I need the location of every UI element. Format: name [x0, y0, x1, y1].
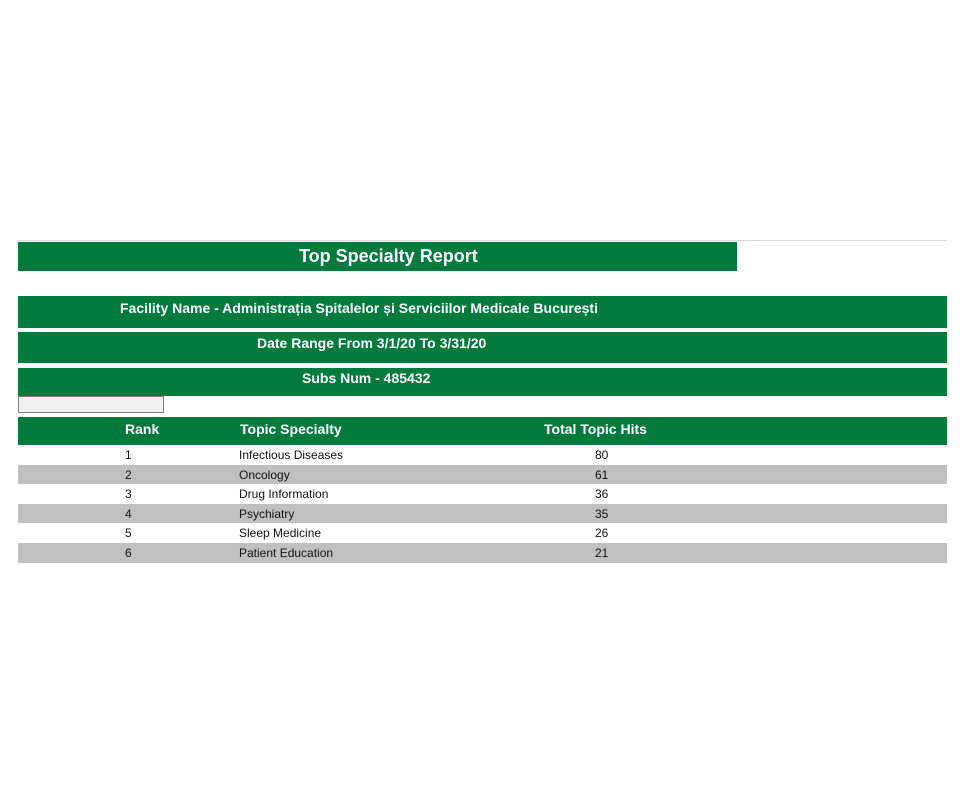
- header-rank: Rank: [125, 421, 160, 437]
- table-row: [18, 484, 947, 504]
- facility-bar: [18, 296, 947, 328]
- cell-hits: 26: [595, 526, 609, 541]
- cell-rank: 6: [125, 545, 132, 560]
- header-topic-specialty: Topic Specialty: [240, 421, 342, 437]
- subs-num: Subs Num - 485432: [302, 370, 431, 386]
- cell-hits: 35: [595, 506, 609, 521]
- date-range-bar: [18, 332, 947, 363]
- cell-rank: 2: [125, 467, 132, 482]
- table-body: [18, 445, 947, 563]
- subs-num-bar: [18, 368, 947, 396]
- report-title: Top Specialty Report: [299, 246, 478, 266]
- cell-topic: Drug Information: [239, 487, 329, 502]
- cell-topic: Oncology: [239, 467, 290, 482]
- cell-topic: Infectious Diseases: [239, 448, 344, 462]
- selected-cell[interactable]: [18, 396, 164, 413]
- table-row: [18, 504, 947, 524]
- cell-rank: 4: [125, 506, 132, 521]
- table-row: [18, 523, 947, 543]
- cell-hits: 36: [595, 487, 609, 502]
- table-row: [18, 543, 947, 563]
- cell-topic: Sleep Medicine: [239, 526, 322, 541]
- table-row: [18, 445, 947, 465]
- facility-name: Facility Name - Administrația Spitalelor și Serviciilor Medicale București: [120, 300, 598, 316]
- cell-hits: 80: [595, 448, 609, 462]
- cell-rank: 3: [125, 487, 132, 502]
- header-total-topic-hits: Total Topic Hits: [544, 421, 647, 437]
- cell-rank: 5: [125, 526, 132, 541]
- cell-hits: 21: [595, 545, 609, 560]
- table-row: [18, 465, 947, 485]
- cell-topic: Patient Education: [239, 545, 334, 560]
- cell-rank: 1: [125, 448, 132, 462]
- table-header: [18, 417, 947, 445]
- cell-topic: Psychiatry: [239, 506, 295, 521]
- report-title-bar: [18, 242, 737, 271]
- cell-hits: 61: [595, 467, 609, 482]
- sheet-gridline: [18, 240, 947, 241]
- date-range: Date Range From 3/1/20 To 3/31/20: [257, 335, 487, 351]
